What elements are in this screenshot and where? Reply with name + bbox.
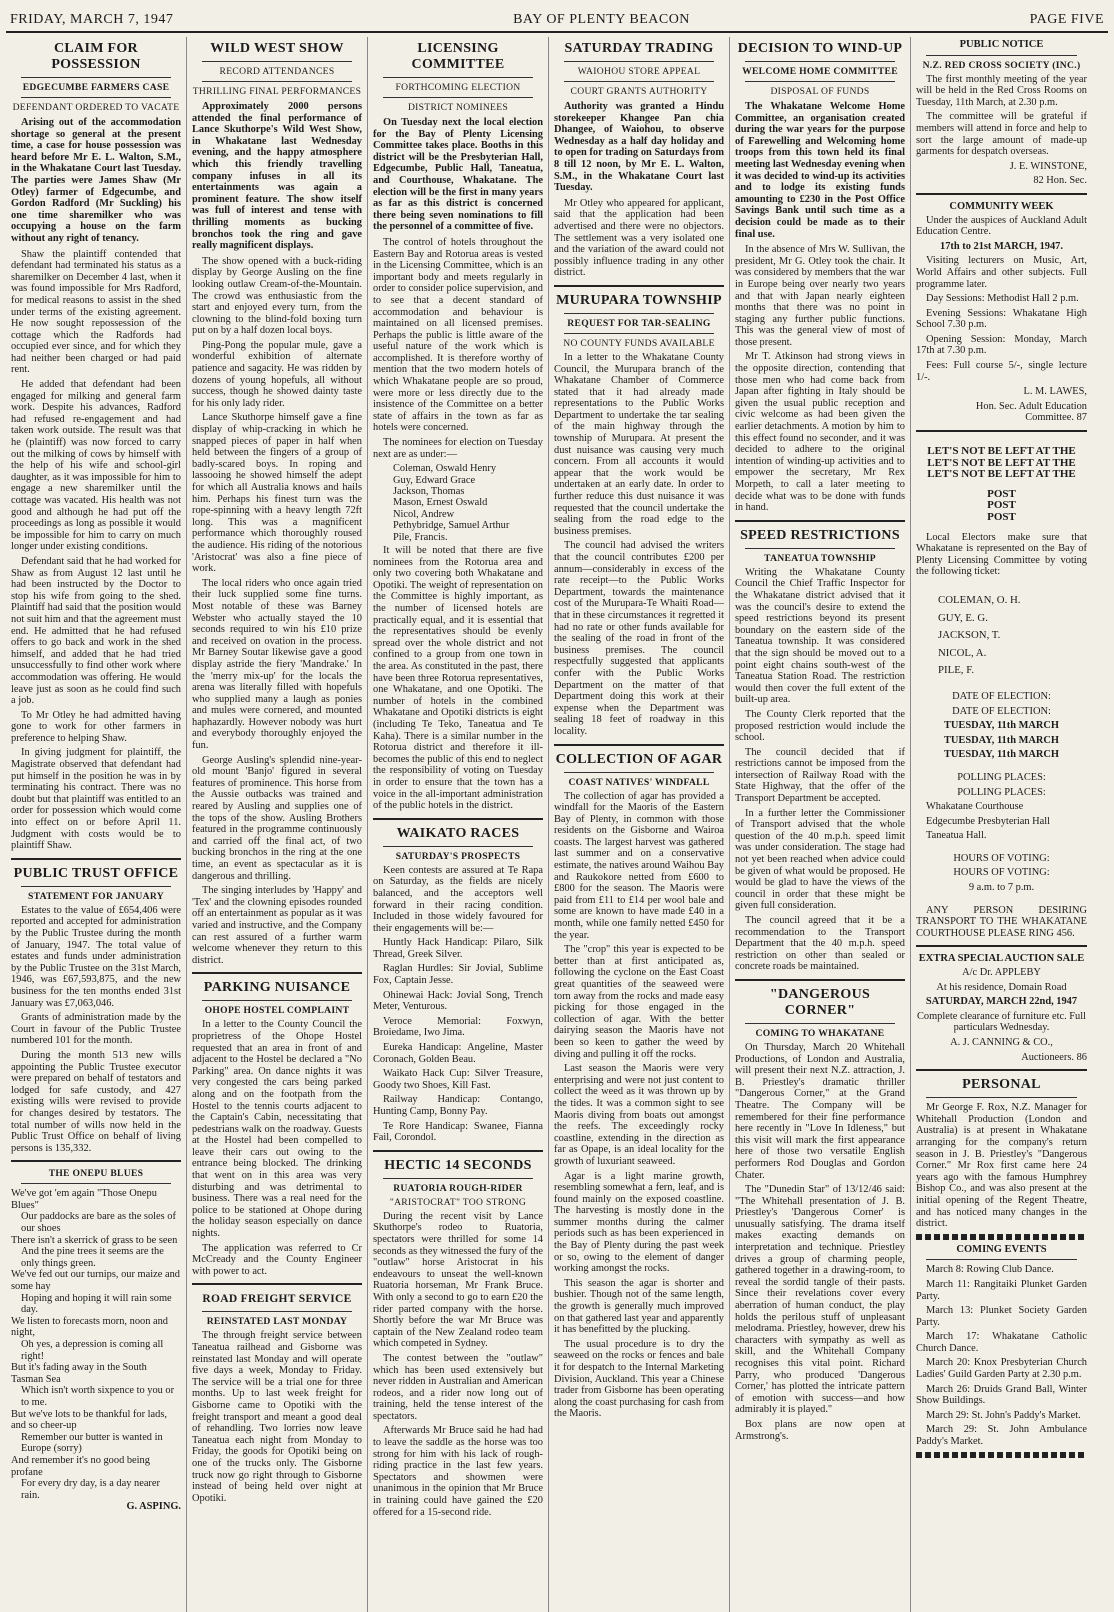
paragraph: The usual procedure is to dry the seaweed on the rocks or fences and bale it for despatch to the Internal Marketing Division, Auckland. This year a Chinese trader from Gisborne has been operating along the coast purchasing for cash from the Maoris.: [554, 1338, 724, 1420]
slogan: LET'S NOT BE LEFT AT THE: [927, 445, 1076, 458]
article-headline: COLLECTION OF AGAR: [555, 751, 723, 767]
article-subhead: STATEMENT FOR JANUARY: [27, 890, 165, 902]
nominee: Guy, Edward Grace: [393, 474, 476, 486]
poem-line: We listen to forecasts morn, noon and night,: [11, 1315, 169, 1339]
masthead: [6, 8, 1108, 33]
event-item: March 13: Plunket Society Garden Party.: [916, 1305, 1087, 1328]
paper-title: BAY OF PLENTY BEACON: [513, 12, 690, 27]
article-headline: LICENSING COMMITTEE: [411, 41, 505, 72]
paragraph: The first monthly meeting of the year will be held in the Red Cross Rooms on Tuesday, 11th March, at 2.30 p.m.: [916, 73, 1087, 108]
paragraph: The through freight service between Taneatua railhead and Gisborne was reinstated last Monday and will operate five days a week, Monday to Friday. The service will be a trial one for three months. Up to last week freight for Gisborne came to Opotiki with the freight transport and meant a good deal of rehandling. Two lorries now leave Taneatua each night from Monday to Friday, the goods for Opotiki being on one of the trucks only. The Gisborne truck now go right through to Gisborne instead of being held over night at Opotiki.: [192, 1330, 362, 1504]
signature-role: 82 Hon. Sec.: [1033, 175, 1087, 187]
article-subhead: OHOPE HOSTEL COMPLAINT: [204, 1005, 350, 1017]
event-item: March 8: Rowing Club Dance.: [926, 1264, 1054, 1276]
polling-place: Taneatua Hall.: [926, 830, 987, 842]
poem-line: We've got 'em again "Those Onepu Blues": [11, 1188, 157, 1211]
article-headline: ROAD FREIGHT SERVICE: [202, 1293, 352, 1306]
paragraph: The nominees for election on Tuesday next are as under:—: [373, 437, 543, 460]
poem-line: Hoping and hoping it will rain some day.: [21, 1292, 172, 1316]
notice-headline: COMMUNITY WEEK: [949, 200, 1054, 212]
article-subhead: COAST NATIVES' WINDFALL: [568, 776, 710, 788]
paragraph: Mr George F. Rox, N.Z. Manager for Whitehall Production (London and Australia) is at present in Whakatane arranging for the company's return season in J. B. Priestley's "Dangerous Corner." Mr Rox first came here 24 years ago with the famous Humphrey Bishop Co., and was also present at the initial opening of the Regent Theatre, and has noticed many changes in the district.: [916, 1102, 1087, 1230]
race-entry: Raglan Hurdles: Sir Jovial, Sublime Fox, Captain Jesse.: [373, 963, 543, 987]
paragraph: Evening Sessions: Whakatane High School 7.30 p.m.: [916, 307, 1087, 331]
paragraph: Visiting lecturers on Music, Art, World Affairs and other subjects. Full programme later.: [916, 255, 1087, 290]
paragraph: Estates to the value of £654,406 were reported and accepted for administration by the Public Trustee during the month of January, 1947. The total value of estates and funds under administration by the Public Trustee on the 31st March, 1946, was £67,593,875, and the new business for the ten months ended 31st January was £7,063,046.: [11, 904, 181, 1009]
event-item: March 11: Rangitaiki Plunket Garden Party.: [916, 1278, 1087, 1302]
notice-headline: EXTRA SPECIAL AUCTION SALE: [918, 953, 1085, 965]
auctioneer: A. J. CANNING & CO.,: [950, 1037, 1053, 1048]
auction-line: At his residence, Domain Road: [936, 981, 1067, 993]
lead-paragraph: Arising out of the accommodation shortage so general at the present time, a case for house possession was heard before Mr E. L. Walton, S.M., in the Whakatane Court last Tuesday. The parties were James Shaw (Mr Otley) farmer of Edgecumbe, and Gordon Radford (Mr Suckling) his one time sharemilker who was occupying a house on the farm without any right of tenancy.: [11, 117, 181, 244]
polling-place: Edgecumbe Presbyterian Hall: [926, 815, 1051, 827]
paragraph: The "Dunedin Star" of 13/12/46 said: "The Whitehall presentation of J. B. Priestley's 'Dangerous Corner' is unusually satisfying. The drama itself makes exacting demands on interpretation and technique. Priestley drives a group of charming people, gathered together in a drawing-room, to reveal the sordid tangle of their pasts. Since their revelations cover every aberration of human conduct, the play holds the perilous stuff of unpleasant melodrama. Priestley, however, drew his characters with sympathy as well as skill, and the Whitehall Company recognises this vital point. Richard Parry, who produced 'Dangerous Corner,' has plotted the intricate pattern of emotion with success—and how admirably it is played.": [735, 1184, 905, 1416]
ticket-candidate: NICOL, A.: [938, 646, 987, 659]
article-subhead: "ARISTOCRAT" TOO STRONG: [389, 1196, 527, 1208]
lead-paragraph: Authority was granted a Hindu storekeeper Khangee Pan chia Dhangee, of Waiohou, to observe Wednesday as a half day holiday and to open for trading on Saturdays from 8 till 12 noon, by Mr E. L. Walton, S.M., in the Whakatane Court last Tuesday.: [554, 101, 724, 194]
issue-date: FRIDAY, MARCH 7, 1947: [10, 12, 174, 27]
paragraph: Mr T. Atkinson had strong views in the opposite direction, contending that those men who had come back from Japan after fighting in Italy should be given the usual public reception and civic welcome as had been given the earlier detachments. A motion by him to this effect found no seconder, and it was decided to adhere to the original intention of winding-up activities and to empower the secretary, Mr Rex Morpeth, to call a later meeting to decide what was to be done with funds in hand.: [735, 351, 905, 514]
nominee: Coleman, Oswald Henry: [393, 463, 497, 475]
article-headline: WAIKATO RACES: [396, 825, 520, 841]
event-item: March 17: Whakatane Catholic Church Dance.: [916, 1331, 1087, 1354]
auction-line: A/c Dr. APPLEBY: [962, 967, 1041, 979]
poem-line: There isn't a skerrick of grass to be seen: [11, 1234, 178, 1246]
election-date-label: DATE OF ELECTION:: [952, 690, 1051, 702]
paragraph: The local riders who once again tried their luck supplied some fine turns. Most notable of these was Barney Webster who actually stayed the 10 seconds required to win his £10 prize and received on ovation in the process. Mr Barney Soutar likewise gave a good display astride the fiery 'Mandrake.' In the 'merry mix-up' for the locals the arena was literally filled with hopefuls who supplied many a laugh as ponies and mules were cornered, and mounted haphazardly. However nobody was hurt and everybody thoroughly enjoyed the fun.: [192, 577, 362, 752]
article-headline: "DANGEROUS CORNER": [769, 986, 871, 1018]
article-headline: PUBLIC TRUST OFFICE: [13, 865, 179, 881]
election-date-label: DATE OF ELECTION:: [952, 705, 1051, 717]
poem-line: And remember it's no good being profane: [11, 1454, 150, 1478]
paragraph: Under the auspices of Auckland Adult Education Centre.: [916, 214, 1087, 238]
hours-label: HOURS OF VOTING:: [953, 867, 1050, 879]
paragraph: In a letter to the County Council the proprietress of the Ohope Hostel requested that an area in front of and adjacent to the Hostel be declared a "No Parking" area. On dance nights it was very congested the cars being parked along and on the footpath from the Hostel to the tennis courts adjacent to the Captain's Cabin, necessitating that pedestrians walk on the roadway. Guests at the Hostel had been compelled to leave their cars out owing to the entrance being blocked. The drinking that went on in this area was very disturbing and was detrimental to business. There was a real need for the police to be stationed at Ohope during the holiday season especially on dance nights.: [192, 1019, 362, 1240]
paragraph: In a letter to the Whakatane County Council, the Murupara branch of the Whakatane Chamber of Commerce stated that it had already made representations to the Public Works Department to undertake the tar sealing of the main highway through the township of Murupara. At present the dust nuisance was causing very much concern. From all accounts it would appear that the work would be undertaken at an early date. In order to further reduce this dust nuisance it was requested that the council undertake the sealing from the road edge to the business premises.: [554, 351, 724, 537]
article-headline: DECISION TO WIND-UP: [737, 41, 903, 56]
hours-value: 9 a.m. to 7 p.m.: [968, 882, 1035, 894]
event-item: March 29: St. John's Paddy's Market.: [926, 1409, 1081, 1421]
column-5: [730, 37, 911, 1612]
lead-paragraph: On Tuesday next the local election for the Bay of Plenty Licensing Committee takes place. Booths in this district will be the Presbyterian Hall, Edgecumbe, Public Hall, Taneatua, and Courthouse, Whakatane. The election will be the first in many years as far as this district is concerned there being seven nominations to fill the personnel of a committee of five.: [373, 117, 543, 233]
paragraph: Box plans are now open at Armstrong's.: [735, 1418, 905, 1442]
nominee: Jackson, Thomas: [393, 486, 465, 498]
article-subhead: RECORD ATTENDANCES: [219, 66, 335, 77]
poem-title: THE ONEPU BLUES: [48, 1168, 144, 1180]
paragraph: Fees: Full course 5/-, single lecture 1/-.: [916, 360, 1087, 383]
race-entry: Te Rore Handicap: Swanee, Fianna Fail, Corondol.: [373, 1120, 543, 1144]
paragraph: The application was referred to Cr McCready and the County Engineer with power to act.: [192, 1242, 362, 1277]
auction-line: Complete clearance of furniture etc. Full particulars Wednesday.: [916, 1010, 1087, 1034]
paragraph: Last season the Maoris were very enterprising and were not just content to collect the weed as it was thrown up by the tides. It was a common sight to see Maoris diving from boats out amongst the reefs. The exceedingly rocky coastline, extending in the direction as far as Opape, is an ideal locality for the growth of luxuriant seaweed.: [554, 1063, 724, 1167]
paragraph: Lance Skuthorpe himself gave a fine display of whip-cracking in which he snapped pieces of paper in half when held between the fingers of a group of badly-scared boys. In roping and lassooing he showed himself the adept for which all Australia knows and hails him. Perhaps his finest turn was the rope-spinning with a heavy length 72ft long. This was a magnificent performance which thoroughly roused the audience. His riding of the notorious 'Aristocrat' was also a fine piece of work.: [192, 412, 362, 575]
paragraph: The collection of agar has provided a windfall for the Maoris of the Eastern Bay of Plenty, in common with those residents on the Gisborne and Wairoa coasts. The largest harvest was gathered last summer and on a conservative estimate, the natives around Waihou Bay and Raukokore netted from £600 to £800 for the season. The Maoris were paid from £11 to £14 per wool bale and some are known to have made £40 in a month, while one family netted £450 for the year.: [554, 790, 724, 941]
column-4: [549, 37, 730, 1612]
race-entry: Railway Handicap: Contango, Hunting Camp, Bonny Pay.: [373, 1094, 543, 1117]
hours-label: HOURS OF VOTING:: [953, 852, 1050, 864]
paragraph: Mr Otley who appeared for applicant, said that the application had been advertised and there were no objectors. The settlement was a very isolated one and the variation of the award could not possibly influence trading in any other district.: [554, 197, 724, 279]
column-1: [6, 37, 187, 1612]
race-entry: Huntly Hack Handicap: Pilaro, Silk Thread, Greek Silver.: [373, 937, 543, 960]
article-headline: SATURDAY TRADING: [564, 41, 714, 56]
race-entry: Waikato Hack Cup: Silver Treasure, Goody two Shoes, Kill Fast.: [373, 1068, 543, 1091]
paragraph: Day Sessions: Methodist Hall 2 p.m.: [926, 293, 1079, 305]
author-signature: G. ASPING.: [126, 1501, 181, 1513]
ticket-candidate: PILE, F.: [938, 664, 975, 677]
column-3: [368, 37, 549, 1612]
poem-line: But it's fading away in the South Tasman Sea: [11, 1362, 147, 1385]
event-item: March 26: Druids Grand Ball, Winter Show Buildings.: [916, 1383, 1087, 1407]
poem-line: Which isn't worth sixpence to you or to me.: [21, 1385, 175, 1408]
notice-headline: PUBLIC NOTICE: [959, 39, 1044, 50]
article-subhead: WAIOHOU STORE APPEAL: [577, 66, 701, 77]
event-item: March 20: Knox Presbyterian Church Ladies' Guild Garden Party at 2.30 p.m.: [916, 1357, 1087, 1381]
paragraph: The committee will be grateful if members will attend in force and help to sort the large amount of made-up garments for despatch overseas.: [916, 111, 1087, 158]
slogan-post: POST: [987, 499, 1016, 512]
paragraph: Agar is a light marine growth, resembling somewhat a fern, leaf, and is found mainly on the exposed coastline. The harvesting is mostly done in the summer months during the calmer periods such as has been experienced in the Bay of Plenty during the past week or so, owing to the element of danger working amongst the rocks.: [554, 1170, 724, 1275]
article-subhead: TANEATUA TOWNSHIP: [764, 552, 876, 564]
paragraph: During the month 513 new wills appointing the Public Trustee executor were prepared on behalf of testators and lodged for safe custody, and 427 existing wills were revised to provide for changes desired by testators. The total number of wills now held in the Public Trust Office on behalf of living persons is 135,332.: [11, 1049, 181, 1154]
paragraph: This season the agar is shorter and bushier. Though not of the same length, the growth is generally much improved on that gathered last year and apparently it has benefitted by the plucking.: [554, 1277, 724, 1336]
article-subhead: FORTHCOMING ELECTION: [395, 82, 521, 93]
article-subhead: COMING TO WHAKATANE: [755, 1027, 885, 1039]
paragraph: The council agreed that it be a recommendation to the Transport Department that the 40 m.p.h. speed restriction on other than sealed or concrete roads be maintained.: [735, 915, 905, 973]
election-date: TUESDAY, 11th MARCH: [944, 720, 1059, 732]
nominee: Mason, Ernest Oswald: [393, 497, 488, 509]
paragraph: During the recent visit by Lance Skuthorpe's rodeo to Ruatoria, spectators were thrilled for some 14 seconds as they witnessed the fury of the "outlaw" horse Aristocrat in his endeavours to unseat the well-known Ruatoria horseman, Mr Frank Bruce. With only a second to go to earn £20 the rider parted company with the horse. Shortly before the war Mr Bruce was captain of the New Zealand rodeo team which competed in Sydney.: [373, 1210, 543, 1350]
slogan: LET'S NOT BE LEFT AT THE: [927, 468, 1076, 481]
paragraph: Grants of administration made by the Court in favour of the Public Trustee numbered 101 for the month.: [11, 1012, 181, 1047]
paragraph: In a further letter the Commissioner of Transport advised that the whole question of the 40 m.p.h. speed limit was under consideration. The stage had not yet been reached when advice could be given of what would be proposed. He would be glad to have the views of the council in order that these might be given full consideration.: [735, 807, 905, 912]
paragraph: Ping-Pong the popular mule, gave a wonderful exhibition of alternate patience and sagacity. He was ridden by dozens of young hopefuls, all without success, though he showed dainty taste for his only lady rider.: [192, 339, 362, 409]
paragraph: Writing the Whakatane County Council the Chief Traffic Inspector for the Whakatane district advised that it was the council's desire to extend the speed restrictions beyond its present boundary on the eastern side of the Taneatua township. It was considered that the sign should be moved out to a point eight chains south-west of the Taneatua Station Road. The restriction would then cover the full extent of the built-up area.: [735, 566, 905, 706]
article-headline: MURUPARA TOWNSHIP: [556, 292, 722, 308]
paragraph: The control of hotels throughout the Eastern Bay and Rotorua areas is vested in the Licensing Committee, which is an important body and meets regularly in order to consider police supervision, and to see that a decent standard of accommodation and behaviour is maintained on all licensed premises. Perhaps the public is little aware of the useful nature of the work which is accomplished. It is therefore worthy of mention that the two modern hotels of which Whakatane people are so proud, were more or less directly due to the insistence of the Committee on a better state of affairs in the town as far as hotels were concerned.: [373, 236, 543, 434]
paragraph: It will be noted that there are five nominees from the Rotorua area and only two covering both Whakatane and Opotiki. The weight of representation on the Committee is highly important, as the number of licensed hotels are practically equal, and it is essential that the representatives should be evenly spread over the whole district and not confined to a group from one town in the area. As constituted in the past, there have been three Rotorua representatives, one Whakatane, and one Opotiki. The number of hotels in the combined Whakatane and Opotiki districts is eight (including Te Teko, Taneatua and Te Kaha). There is a similar number in the Rotorua district and therefore it ill-becomes the public of this end to neglect the responsibility of voting on Tuesday in order to ensure that the town has a voice in the all-important administration of the public hotels in the district.: [373, 545, 543, 812]
poem-line: Oh yes, a depression is coming all right!: [21, 1339, 164, 1362]
article-subhead: THRILLING FINAL PERFORMANCES: [192, 86, 362, 97]
page-number: PAGE FIVE: [1029, 12, 1104, 27]
paragraph: The council had advised the writers that the council contributes £200 per annum—considerably in excess of the rate receipt—to the Public Works Department, towards the maintenance cost of the Murupara-Te Whaiti Road—that in these circumstances it regretted it had no rate or other funds available for the sealing of the road in front of the business premises. The council respectfully suggested that applicants confer with the Public Works Department on the matter of that Department doing this work at their expense when the Department was sealing 18 feet of roadway in this locality.: [554, 540, 724, 737]
poem-line: For every dry day, is a day nearer rain.: [21, 1478, 160, 1501]
poem-line: And the pine trees it seems are the only things green.: [21, 1246, 164, 1269]
article-headline: SPEED RESTRICTIONS: [740, 527, 900, 543]
poem-line: Our paddocks are bare as the soles of our shoes: [21, 1211, 176, 1235]
article-subhead: DISPOSAL OF FUNDS: [770, 86, 870, 97]
paragraph: In giving judgment for plaintiff, the Magistrate observed that defendant had put himself in the position he was in by terminating his contract. There was no doubt but that plaintiff was entitled to an order for possession which would come into effect on or before April 11. Judgment with costs would be to plaintiff Shaw.: [11, 747, 181, 852]
nominee: Pethybridge, Samuel Arthur: [393, 520, 510, 532]
poem-line: But we've lots to be thankful for lads, and so cheer-up: [11, 1408, 167, 1432]
paragraph: George Ausling's splendid nine-year-old mount 'Banjo' figured in several features of prominence. This horse from the Aussie outbacks was trained and reared by Ausling and supplies one of the tops of the show. Ausling Brothers featured in the programme continuously and carried off the final act, of two bucking bronchos in the ring at the one time, an event as spectacular as it is dangerous and thrilling.: [192, 754, 362, 882]
slogan-post: POST: [987, 511, 1016, 523]
columns: [6, 37, 1108, 1612]
polling-label: POLLING PLACES:: [957, 771, 1046, 783]
paragraph: Local Electors make sure that Whakatane is represented on the Bay of Plenty Licensing Committee by voting the following ticket:: [916, 531, 1087, 578]
article-headline: HECTIC 14 SECONDS: [384, 1157, 532, 1173]
race-entry: Eureka Handicap: Angeline, Master Coronach, Golden Beau.: [373, 1042, 543, 1065]
article-subhead: EDGECUMBE FARMERS CASE: [22, 82, 170, 93]
paragraph: On Thursday, March 20 Whitehall Productions, of London and Australia, will present their next N.Z. attraction, J. B. Priestley's dramatic thriller "Dangerous Corner," at the Grand Theatre. The Company will be remembered for their fine performance here recently in "Love In Idleness," but this visit will mark the first appearance here of those two versatile English performers Rod Douglas and Gordon Chater.: [735, 1041, 905, 1181]
poem-line: We've fed out our turnips, our maize and some hay: [11, 1269, 180, 1293]
paragraph: The County Clerk reported that the proposed restriction would include the school.: [735, 708, 905, 744]
signature: J. E. WINSTONE,: [1009, 160, 1087, 172]
article-subhead: WELCOME HOME COMMITTEE: [742, 66, 898, 77]
paragraph: The council decided that if restrictions cannot be imposed from the intersection of Railway Road with the State Highway, that the offer of the Transport Department be accepted.: [735, 746, 905, 805]
paragraph: He added that defendant had been engaged for milking and general farm work. Despite his advances, Radford had refused re-engagement and had taken work outside. The result was that he (plaintiff) was now forced to carry out the milking of cows by himself with the help of his wife and school-girl daughter, as it was impossible for him to engage a new sharemilker until the cottage was vacated. His health was not good and although he had put off the proceedings as long as possible it would be impossible for him to carry on much longer under existing conditions.: [11, 379, 181, 553]
article-headline: PARKING NUISANCE: [203, 980, 351, 996]
article-subhead: RUATORIA ROUGH-RIDER: [393, 1182, 523, 1194]
slogan-post: POST: [987, 487, 1016, 500]
paragraph: The contest between the "outlaw" which has been used extensively but never ridden in Australian and American rodeos, and a rider now long out of training, held the tense interest of the spectators.: [373, 1352, 543, 1422]
article-subhead: COURT GRANTS AUTHORITY: [570, 86, 708, 97]
lead-paragraph: The Whakatane Welcome Home Committee, an organisation created during the war years for the purpose of Farewelling and Welcoming home troops from this town held its final meeting last Wednesday evening when it was decided to wind-up its activities and to lodge its existing funds amounting to £230 in the Post Office Savings Bank until such time as a decision could be made as to their final use.: [735, 101, 905, 240]
transport-notice: ANY PERSON DESIRING TRANSPORT TO THE WHAKATANE COURTHOUSE PLEASE RING 456.: [916, 904, 1087, 939]
article-headline: WILD WEST SHOW: [210, 41, 344, 56]
notice-subhead: N.Z. RED CROSS SOCIETY (INC.): [922, 59, 1081, 71]
article-headline: PERSONAL: [962, 1077, 1041, 1093]
article-subhead: NO COUNTY FUNDS AVAILABLE: [563, 337, 715, 349]
column-2: [187, 37, 368, 1612]
nominee: Pile, Francis.: [393, 531, 448, 543]
paragraph: To Mr Otley he had admitted having gone to work for other farmers in preference to helping Shaw.: [11, 709, 181, 744]
poem: [11, 1188, 181, 1501]
paragraph: The singing interludes by 'Happy' and 'Tex' and the clowning episodes rounded off an entertainment as popular as it was varied and instructive, and the Company can rest assured of a further warm welcome whenever they return to this district.: [192, 885, 362, 966]
column-6: [911, 37, 1092, 1612]
nominee: Nicol, Andrew: [393, 508, 455, 520]
ticket-candidate: GUY, E. G.: [938, 611, 988, 624]
paragraph: Keen contests are assured at Te Rapa on Saturday, as the fields are nicely balanced, and the acceptors well forward in their racing condition. Included in those widely favoured for their engagements will be:—: [373, 864, 543, 934]
polling-place: Whakatane Courthouse: [926, 801, 1024, 813]
auction-date: SATURDAY, MARCH 22nd, 1947: [925, 996, 1078, 1008]
race-entry: Ohinewai Hack: Jovial Song, Trench Meter, Venturous.: [373, 989, 543, 1013]
article-subhead: SATURDAY'S PROSPECTS: [395, 850, 521, 862]
paragraph: Opening Session: Monday, March 17th at 7.30 p.m.: [916, 333, 1087, 357]
notice-headline: COMING EVENTS: [956, 1243, 1047, 1255]
article-headline: CLAIM FOR POSSESSION: [51, 41, 141, 72]
lead-paragraph: Approximately 2000 persons attended the final performance of Lance Skuthorpe's Wild West Show, in Whakatane last Wednesday evening, and the happy atmosphere which this friendly travelling company infuses in all its entertainments was again a prominent feature. The show itself was full of interest and tense with thrilling moments as bucking bronchos took the ring and gave really magnificent displays.: [192, 101, 362, 252]
paragraph: The "crop" this year is expected to be better than at first anticipated as, following the cyclone on the East Coast great quantities of the seaweed were torn away from the rocks and made easy picking for those engaged in the collection of agar. With the better dairying season the Maoris have not been so keen to gather the weed by diving and pulling it off the rocks.: [554, 944, 724, 1060]
event-item: March 29: St. John Ambulance Paddy's Market.: [916, 1424, 1087, 1448]
auctioneer-role: Auctioneers. 86: [1021, 1051, 1087, 1063]
poem-line: Remember our butter is wanted in Europe (sorry): [21, 1431, 163, 1455]
race-entry: Veroce Memorial: Foxwyn, Broiedame, Iwo Jima.: [373, 1015, 543, 1039]
paragraph: In the absence of Mrs W. Sullivan, the president, Mr G. Otley took the chair. It was considered by members that the war in Europe being over nearly two years and that with Japan nearly eighteen months that there was no point in staging any further public functions. This was the general view of most of those present.: [735, 244, 905, 348]
paragraph: The show opened with a buck-riding display by George Ausling on the fine looking outlaw Cream-of-the-Mountain. The crowd was enthusiastic from the start and enjoyed every turn, from the clowning to the blind-fold boxing turn put on by a half dozen local boys.: [192, 255, 362, 337]
event-dates: 17th to 21st MARCH, 1947.: [940, 240, 1063, 252]
paragraph: Shaw the plaintiff contended that defendant had terminated his status as a sharemilker on December 4 last, when it was found impossible for Mrs Radford, for medical reasons to assist in the shed under terms of the existing agreement. He now sought repossession of the cottage which the Radfords had occupied ever since, and for which they had neither been charged or had paid rent.: [11, 248, 181, 376]
election-date: TUESDAY, 11th MARCH: [944, 749, 1059, 761]
article-subhead: REQUEST FOR TAR-SEALING: [567, 317, 711, 329]
article-subhead: REINSTATED LAST MONDAY: [206, 1316, 348, 1328]
ticket-candidate: JACKSON, T.: [938, 629, 1001, 642]
nominee-list: [373, 463, 543, 543]
paragraph: Afterwards Mr Bruce said he had had to leave the saddle as the horse was too strong for him with his lack of rough-riding practice in the last few years. Spectators and showmen were unanimous in the opinion that Mr Bruce in training could have gained the £20 offered for a 15-second ride.: [373, 1425, 543, 1518]
paragraph: Defendant said that he had worked for Shaw as from August 12 last until he had been instructed by the Doctor to stop his wife from going to the shed. Plaintiff had said that the position would not suit him and that the agreement must end. He admitted that he had refused offers to go back and work in the shed himself, and added that he had tried unsuccessfully to find other work where accommodation was offering. He would leave just as soon as he could find such a job.: [11, 555, 181, 707]
article-subhead: DISTRICT NOMINEES: [407, 102, 509, 113]
signature-role: Hon. Sec. Adult Education Committee. 87: [975, 400, 1087, 424]
polling-label: POLLING PLACES:: [957, 786, 1046, 798]
signature: L. M. LAWES,: [1023, 386, 1087, 398]
election-date: TUESDAY, 11th MARCH: [944, 734, 1059, 746]
ticket-candidate: COLEMAN, O. H.: [938, 593, 1021, 606]
slogan: LET'S NOT BE LEFT AT THE: [927, 456, 1076, 469]
article-subhead: DEFENDANT ORDERED TO VACATE: [12, 102, 180, 113]
